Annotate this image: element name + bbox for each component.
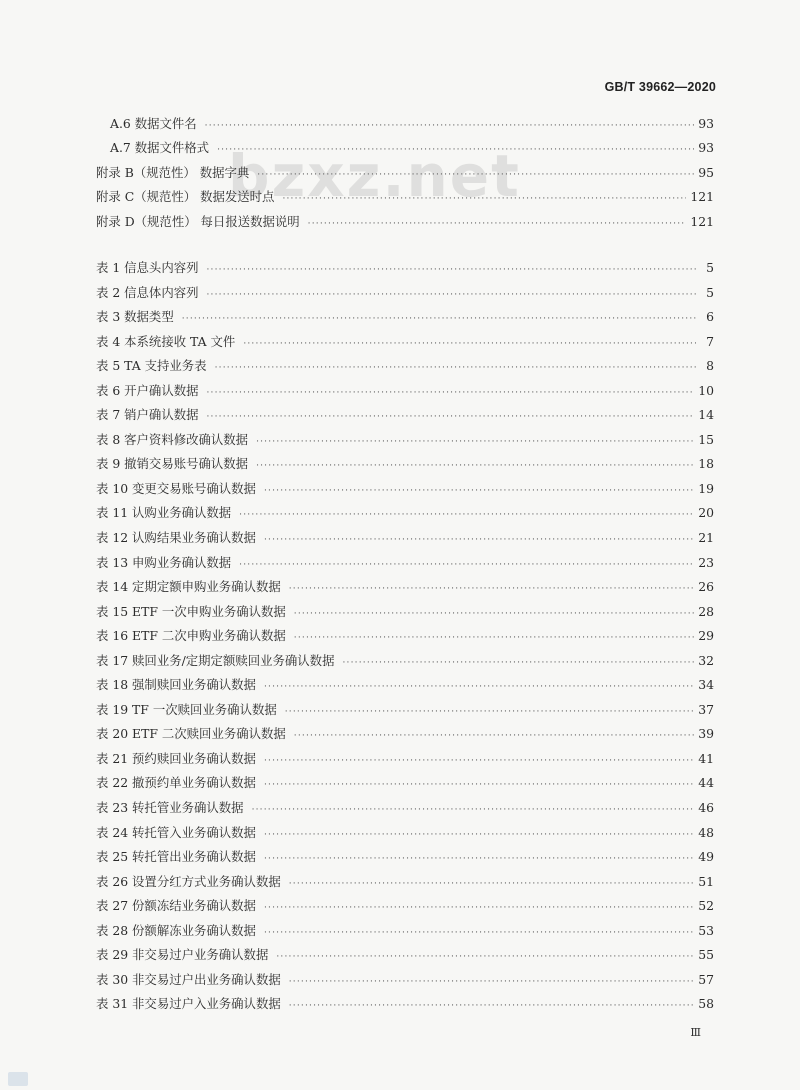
toc-entry-page: 58 bbox=[698, 996, 714, 1012]
toc-entry-label: 表 9 撤销交易账号确认数据 bbox=[96, 456, 249, 472]
toc-entry[interactable] bbox=[96, 896, 714, 921]
dot-leader bbox=[215, 363, 696, 373]
toc-entry[interactable] bbox=[96, 921, 714, 946]
toc-entry-label: 表 3 数据类型 bbox=[96, 309, 174, 325]
toc-entry-page: 8 bbox=[706, 358, 714, 374]
dot-leader bbox=[256, 461, 694, 471]
toc-entry-label: 表 30 非交易过户出业务确认数据 bbox=[96, 971, 281, 987]
dot-leader bbox=[308, 219, 687, 229]
toc-entry-label: 表 22 撤预约单业务确认数据 bbox=[96, 775, 256, 791]
dot-leader bbox=[282, 194, 686, 204]
standard-code: GB/T 39662—2020 bbox=[604, 80, 716, 94]
dot-leader bbox=[207, 412, 695, 422]
toc-entry-label: 表 14 定期定额申购业务确认数据 bbox=[96, 579, 281, 595]
toc-entry[interactable] bbox=[96, 187, 714, 211]
toc-entry-page: 52 bbox=[698, 898, 714, 914]
dot-leader bbox=[207, 265, 697, 275]
dot-leader bbox=[264, 830, 694, 840]
toc-entry-label: 表 11 认购业务确认数据 bbox=[96, 505, 232, 521]
toc-entry-label: 表 29 非交易过户业务确认数据 bbox=[96, 947, 269, 963]
toc-entry-page: 34 bbox=[698, 677, 714, 693]
toc-entry-page: 5 bbox=[706, 284, 714, 300]
toc-entry[interactable] bbox=[96, 724, 714, 749]
toc-entry-page: 28 bbox=[698, 603, 714, 619]
dot-leader bbox=[342, 658, 694, 668]
toc-entry[interactable] bbox=[96, 945, 714, 970]
toc-entry[interactable] bbox=[96, 430, 714, 455]
toc-entry[interactable] bbox=[96, 994, 714, 1019]
toc-entry-label: 表 5 TA 支持业务表 bbox=[96, 358, 207, 374]
dot-leader bbox=[289, 879, 694, 889]
toc-entry[interactable] bbox=[96, 675, 714, 700]
toc-entry-label: 表 26 设置分红方式业务确认数据 bbox=[96, 873, 281, 889]
toc-entry[interactable] bbox=[96, 872, 714, 897]
toc-entry[interactable] bbox=[96, 212, 714, 236]
dot-leader bbox=[205, 121, 695, 131]
toc-entry-label: 表 17 赎回业务/定期定额赎回业务确认数据 bbox=[96, 652, 335, 668]
dot-leader bbox=[264, 854, 694, 864]
dot-leader bbox=[264, 535, 694, 545]
dot-leader bbox=[207, 290, 697, 300]
toc-entry[interactable] bbox=[96, 381, 714, 406]
toc-entry-label: 表 23 转托管业务确认数据 bbox=[96, 800, 244, 816]
toc-entry[interactable] bbox=[96, 283, 714, 308]
toc-entry-page: 20 bbox=[698, 505, 714, 521]
dot-leader bbox=[294, 731, 694, 741]
toc-entry-page: 26 bbox=[698, 579, 714, 595]
toc-entry[interactable] bbox=[96, 528, 714, 553]
toc-entry-page: 37 bbox=[698, 701, 714, 717]
toc-entry-label: 表 19 TF 一次赎回业务确认数据 bbox=[96, 701, 277, 717]
dot-leader bbox=[289, 584, 694, 594]
toc-entry-page: 6 bbox=[706, 309, 714, 325]
dot-leader bbox=[276, 952, 694, 962]
toc-entry-page: 32 bbox=[698, 652, 714, 668]
toc-entry[interactable] bbox=[96, 577, 714, 602]
toc-entry-label: 附录 C（规范性） 数据发送时点 bbox=[96, 189, 275, 205]
toc-entry-page: 121 bbox=[690, 213, 714, 229]
toc-entry-page: 19 bbox=[698, 480, 714, 496]
toc-entry-label: 表 13 申购业务确认数据 bbox=[96, 554, 232, 570]
toc-entry-label: 表 8 客户资料修改确认数据 bbox=[96, 431, 249, 447]
toc-entry-page: 18 bbox=[698, 456, 714, 472]
toc-entry-label: A.6 数据文件名 bbox=[110, 116, 197, 131]
toc-entry-label: 表 24 转托管入业务确认数据 bbox=[96, 824, 256, 840]
toc-entry-page: 23 bbox=[698, 554, 714, 570]
dot-leader bbox=[217, 145, 694, 155]
dot-leader bbox=[239, 560, 694, 570]
toc-entry[interactable] bbox=[96, 602, 714, 627]
toc-entry[interactable] bbox=[96, 773, 714, 798]
dot-leader bbox=[252, 805, 695, 815]
dot-leader bbox=[264, 682, 694, 692]
toc-entry-label: 表 4 本系统接收 TA 文件 bbox=[96, 333, 236, 349]
toc-entry[interactable] bbox=[96, 454, 714, 479]
toc-entry-page: 46 bbox=[698, 800, 714, 816]
toc-entry[interactable] bbox=[96, 503, 714, 528]
dot-leader bbox=[294, 609, 694, 619]
toc-entry[interactable] bbox=[96, 700, 714, 725]
dot-leader bbox=[264, 928, 694, 938]
dot-leader bbox=[264, 903, 694, 913]
corner-logo-icon bbox=[8, 1072, 28, 1086]
toc-entry-page: 10 bbox=[698, 382, 714, 398]
toc-entry[interactable] bbox=[96, 356, 714, 381]
toc-table-list bbox=[96, 258, 714, 1019]
toc-entry-label: 表 1 信息头内容列 bbox=[96, 260, 199, 275]
dot-leader bbox=[289, 1001, 694, 1011]
toc-entry[interactable] bbox=[96, 970, 714, 995]
toc-entry-page: 21 bbox=[698, 530, 714, 546]
toc-entry-page: 44 bbox=[698, 775, 714, 791]
toc-entry-page: 53 bbox=[698, 922, 714, 938]
toc-entry[interactable] bbox=[96, 138, 714, 162]
toc-entry-page: 93 bbox=[698, 140, 714, 156]
toc-entry-page: 121 bbox=[690, 189, 714, 205]
dot-leader bbox=[264, 756, 694, 766]
toc-entry-page: 55 bbox=[698, 947, 714, 963]
dot-leader bbox=[257, 170, 694, 180]
toc-entry-page: 7 bbox=[706, 333, 714, 349]
toc-entry-label: 表 6 开户确认数据 bbox=[96, 382, 199, 398]
toc-entry-page: 5 bbox=[706, 260, 714, 275]
toc-entry-page: 95 bbox=[698, 164, 714, 180]
toc-entry-label: 附录 D（规范性） 每日报送数据说明 bbox=[96, 213, 300, 229]
toc-entry[interactable] bbox=[96, 798, 714, 823]
toc-entry[interactable] bbox=[96, 553, 714, 578]
dot-leader bbox=[285, 707, 694, 717]
toc-entry-label: 表 21 预约赎回业务确认数据 bbox=[96, 750, 256, 766]
toc-entry-label: 表 28 份额解冻业务确认数据 bbox=[96, 922, 256, 938]
dot-leader bbox=[182, 314, 696, 324]
toc-entry-page: 29 bbox=[698, 628, 714, 644]
dot-leader bbox=[243, 339, 696, 349]
toc-entry[interactable] bbox=[96, 823, 714, 848]
toc-entry-label: 表 7 销户确认数据 bbox=[96, 407, 199, 423]
toc-entry-page: 39 bbox=[698, 726, 714, 742]
toc-entry-label: 表 20 ETF 二次赎回业务确认数据 bbox=[96, 726, 286, 742]
watermark: bzxz.net bbox=[228, 142, 521, 210]
toc-entry-label: 表 31 非交易过户入业务确认数据 bbox=[96, 996, 281, 1012]
toc-entry-label: 表 16 ETF 二次申购业务确认数据 bbox=[96, 628, 286, 644]
toc-entry[interactable] bbox=[96, 163, 714, 187]
dot-leader bbox=[264, 780, 694, 790]
toc-entry-label: 附录 B（规范性） 数据字典 bbox=[96, 164, 250, 180]
dot-leader bbox=[256, 437, 694, 447]
toc-entry[interactable] bbox=[96, 749, 714, 774]
page-number: Ⅲ bbox=[690, 1026, 700, 1039]
toc-entry-page: 14 bbox=[698, 407, 714, 423]
toc-entry[interactable] bbox=[96, 479, 714, 504]
toc-entry[interactable] bbox=[96, 258, 714, 283]
dot-leader bbox=[207, 388, 695, 398]
toc-entry-page: 51 bbox=[698, 873, 714, 889]
dot-leader bbox=[294, 633, 694, 643]
toc-entry[interactable] bbox=[96, 114, 714, 138]
toc-entry-label: 表 25 转托管出业务确认数据 bbox=[96, 849, 256, 865]
toc-entry-page: 93 bbox=[698, 116, 714, 131]
toc-entry-label: A.7 数据文件格式 bbox=[110, 140, 210, 156]
toc-entry[interactable] bbox=[96, 847, 714, 872]
toc-entry-label: 表 15 ETF 一次申购业务确认数据 bbox=[96, 603, 286, 619]
toc-entry-page: 48 bbox=[698, 824, 714, 840]
dot-leader bbox=[264, 486, 694, 496]
toc-entry[interactable] bbox=[96, 626, 714, 651]
toc-entry-page: 41 bbox=[698, 750, 714, 766]
toc-entry[interactable] bbox=[96, 307, 714, 332]
dot-leader bbox=[289, 977, 694, 987]
toc-entry-label: 表 2 信息体内容列 bbox=[96, 284, 199, 300]
toc-entry-page: 15 bbox=[698, 431, 714, 447]
toc-entry-label: 表 27 份额冻结业务确认数据 bbox=[96, 898, 256, 914]
toc-entry[interactable] bbox=[96, 651, 714, 676]
dot-leader bbox=[239, 510, 694, 520]
toc-appendix-list bbox=[96, 114, 714, 236]
toc-entry[interactable] bbox=[96, 405, 714, 430]
toc-entry-label: 表 10 变更交易账号确认数据 bbox=[96, 480, 256, 496]
toc-entry[interactable] bbox=[96, 332, 714, 357]
toc-entry-page: 57 bbox=[698, 971, 714, 987]
toc-entry-label: 表 12 认购结果业务确认数据 bbox=[96, 530, 256, 546]
toc-entry-label: 表 18 强制赎回业务确认数据 bbox=[96, 677, 256, 693]
toc-entry-page: 49 bbox=[698, 849, 714, 865]
